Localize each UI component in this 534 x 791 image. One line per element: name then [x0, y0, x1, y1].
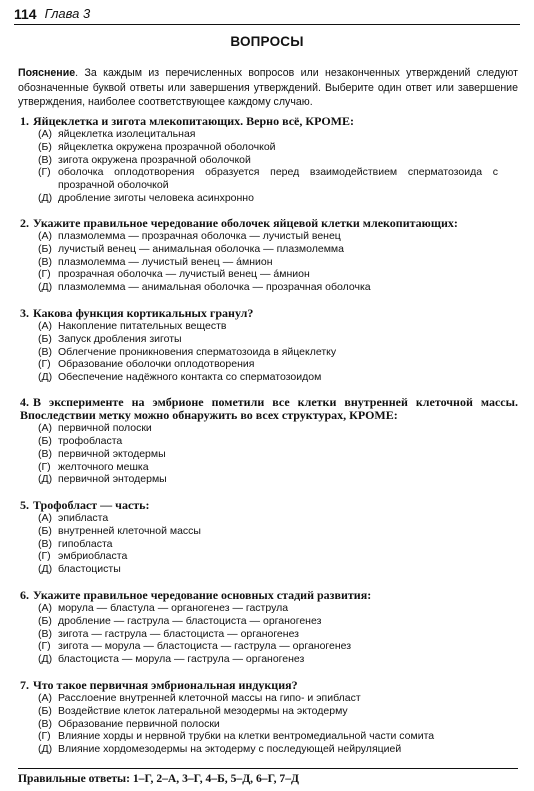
question-5-text [20, 499, 518, 512]
question-5-number: 5. [20, 498, 29, 512]
question-5-prompt: Трофобласт — часть: [33, 498, 150, 512]
question-4-option-d [20, 461, 518, 474]
option-text: эмбриобласта [58, 550, 128, 563]
question-7-option-a [20, 692, 518, 705]
option-text: зигота окружена прозрачной оболочкой [58, 153, 251, 166]
page-header [14, 4, 520, 25]
question-5-option-b [20, 525, 518, 538]
question-1-option-d [20, 166, 518, 191]
question-7-text [20, 679, 518, 692]
option-text: первичной полоски [58, 422, 152, 435]
question-2-text [20, 217, 518, 230]
option-letter: (Д) [38, 281, 53, 294]
question-1-option-b [20, 141, 518, 154]
question-6-option-c [20, 628, 518, 641]
option-letter: (А) [38, 692, 52, 705]
option-letter: (В) [38, 345, 52, 358]
question-2-option-e [20, 281, 518, 294]
option-letter: (Д) [38, 563, 53, 576]
option-text: прозрачная оболочка — лучистый венец — áмнион [58, 268, 310, 281]
option-letter: (Д) [38, 191, 53, 204]
option-letter: (Б) [38, 435, 52, 448]
option-text: зигота — морула — бластоциста — гаструла — органогенез [58, 640, 352, 653]
question-2 [20, 217, 518, 294]
question-3-prompt: Какова функция кортикальных гранул? [33, 306, 254, 320]
question-1-option-a [20, 128, 518, 141]
question-6-option-d [20, 640, 518, 653]
option-text: Влияние хордомезодермы на эктодерму с последующей нейруляцией [58, 743, 402, 756]
option-text: эпибласта [58, 512, 109, 525]
option-text: Расслоение внутренней клеточной массы на гипо- и эпибласт [58, 692, 361, 705]
question-5-option-a [20, 512, 518, 525]
option-letter: (А) [38, 320, 52, 333]
question-4 [20, 396, 518, 486]
option-text: плазмолемма — лучистый венец — áмнион [58, 255, 273, 268]
option-text: яйцеклетка окружена прозрачной оболочкой [58, 140, 276, 153]
question-2-option-c [20, 256, 518, 269]
section-title: ВОПРОСЫ [230, 34, 304, 49]
question-3-option-b [20, 333, 518, 346]
chapter-label: Глава 3 [44, 6, 91, 21]
intro-lead: Пояснение [18, 67, 76, 79]
option-letter: (Б) [38, 704, 52, 717]
question-4-text [20, 396, 518, 422]
question-3-option-c [20, 346, 518, 359]
option-letter: (Б) [38, 524, 52, 537]
option-letter: (Б) [38, 614, 52, 627]
question-2-number: 2. [20, 216, 29, 230]
correct-answers: Правильные ответы: 1–Г, 2–А, 3–Г, 4–Б, 5–Д, 6–Г, 7–Д [18, 768, 518, 785]
question-6-option-a [20, 602, 518, 615]
question-4-option-c [20, 448, 518, 461]
intro-text: . За каждым из перечисленных вопросов или незаконченных утверждений следуют обозначенные буквой ответы или завершения утверждений. Выберите один ответ или завершение утверждения, наиболее соответствующее каждому случаю. [18, 67, 518, 108]
option-text: Образование первичной полоски [58, 717, 220, 730]
question-1-option-e [20, 192, 518, 205]
option-text: Образование оболочки оплодотворения [58, 358, 255, 371]
question-7 [20, 679, 518, 756]
option-text: Обеспечение надёжного контакта со сперматозоидом [58, 371, 322, 384]
option-text: внутренней клеточной массы [58, 524, 201, 537]
question-5-option-c [20, 538, 518, 551]
option-letter: (В) [38, 537, 52, 550]
question-7-number: 7. [20, 678, 29, 692]
question-1-number: 1. [20, 114, 29, 128]
option-letter: (В) [38, 153, 52, 166]
question-7-option-d [20, 730, 518, 743]
option-letter: (Г) [38, 640, 51, 653]
option-letter: (А) [38, 230, 52, 243]
option-letter: (Г) [38, 268, 51, 281]
question-3-option-e [20, 371, 518, 384]
question-1-option-c [20, 154, 518, 167]
question-5-option-e [20, 563, 518, 576]
question-7-option-e [20, 743, 518, 756]
option-text: Воздействие клеток латеральной мезодермы на эктодерму [58, 704, 348, 717]
question-1-prompt: Яйцеклетка и зигота млекопитающих. Верно всё, КРОМЕ: [33, 114, 354, 128]
option-text: Накопление питательных веществ [58, 320, 227, 333]
question-3-option-d [20, 358, 518, 371]
option-text: оболочка оплодотворения образуется перед взаимодействием сперматозоида с прозрачной оболочкой [58, 166, 498, 192]
option-text: лучистый венец — анимальная оболочка — плазмолемма [58, 242, 344, 255]
question-4-option-b [20, 435, 518, 448]
option-text: Влияние хорды и нервной трубки на клетки вентромедиальной части сомита [58, 730, 435, 743]
option-text: дробление — гаструла — бластоциста — органогенез [58, 614, 322, 627]
option-letter: (А) [38, 422, 52, 435]
option-text: бластоцисты [58, 563, 121, 576]
question-1 [20, 115, 518, 204]
option-text: трофобласта [58, 435, 123, 448]
question-7-option-c [20, 718, 518, 731]
question-7-prompt: Что такое первичная эмбриональная индукция? [33, 678, 298, 692]
question-2-option-a [20, 230, 518, 243]
option-letter: (Г) [38, 358, 51, 371]
question-2-option-b [20, 243, 518, 256]
option-letter: (Д) [38, 743, 53, 756]
question-6-option-b [20, 615, 518, 628]
question-3-text [20, 307, 518, 320]
option-text: Запуск дробления зиготы [58, 332, 182, 345]
question-5 [20, 499, 518, 576]
option-letter: (Д) [38, 653, 53, 666]
question-3 [20, 307, 518, 384]
option-letter: (В) [38, 717, 52, 730]
question-4-prompt: В эксперименте на эмбрионе пометили все клетки внутренней клеточной массы. Впоследствии метку можно обнаружить во всех структурах, КРОМЕ: [20, 395, 518, 423]
option-text: плазмолемма — анимальная оболочка — прозрачная оболочка [58, 281, 371, 294]
question-6 [20, 589, 518, 666]
option-letter: (Д) [38, 473, 53, 486]
question-6-text [20, 589, 518, 602]
option-text: плазмолемма — прозрачная оболочка — лучистый венец [58, 230, 341, 243]
option-letter: (Б) [38, 140, 52, 153]
question-4-option-e [20, 473, 518, 486]
option-letter: (Г) [38, 730, 51, 743]
question-5-option-d [20, 550, 518, 563]
option-text: морула — бластула — органогенез — гаструла [58, 602, 289, 615]
option-letter: (Б) [38, 332, 52, 345]
question-1-text [20, 115, 518, 128]
option-letter: (Г) [38, 460, 51, 473]
page-number: 114 [14, 6, 37, 22]
option-letter: (А) [38, 128, 52, 141]
option-text: дробление зиготы человека асинхронно [58, 191, 254, 204]
question-2-option-d [20, 268, 518, 281]
option-text: первичной эктодермы [58, 447, 166, 460]
question-3-option-a [20, 320, 518, 333]
question-7-option-b [20, 705, 518, 718]
option-text: зигота — гаструла — бластоциста — органогенез [58, 627, 299, 640]
question-6-number: 6. [20, 588, 29, 602]
question-3-number: 3. [20, 306, 29, 320]
question-4-option-a [20, 422, 518, 435]
option-letter: (В) [38, 255, 52, 268]
option-letter: (Г) [38, 166, 51, 179]
question-2-prompt: Укажите правильное чередование оболочек яйцевой клетки млекопитающих: [33, 216, 458, 230]
intro-paragraph [18, 66, 518, 110]
option-text: Облегчение проникновения сперматозоида в яйцеклетку [58, 345, 337, 358]
question-6-prompt: Укажите правильное чередование основных стадий развития: [33, 588, 372, 602]
option-text: желточного мешка [58, 460, 149, 473]
option-letter: (Б) [38, 242, 52, 255]
option-text: бластоциста — морула — гаструла — органогенез [58, 653, 305, 666]
option-letter: (В) [38, 627, 52, 640]
option-text: гипобласта [58, 537, 113, 550]
question-6-option-e [20, 653, 518, 666]
option-letter: (Г) [38, 550, 51, 563]
option-text: первичной энтодермы [58, 473, 167, 486]
option-letter: (А) [38, 512, 52, 525]
option-letter: (В) [38, 447, 52, 460]
question-4-number: 4. [20, 395, 29, 409]
option-letter: (Д) [38, 371, 53, 384]
option-text: яйцеклетка изолецитальная [58, 128, 196, 141]
option-letter: (А) [38, 602, 52, 615]
